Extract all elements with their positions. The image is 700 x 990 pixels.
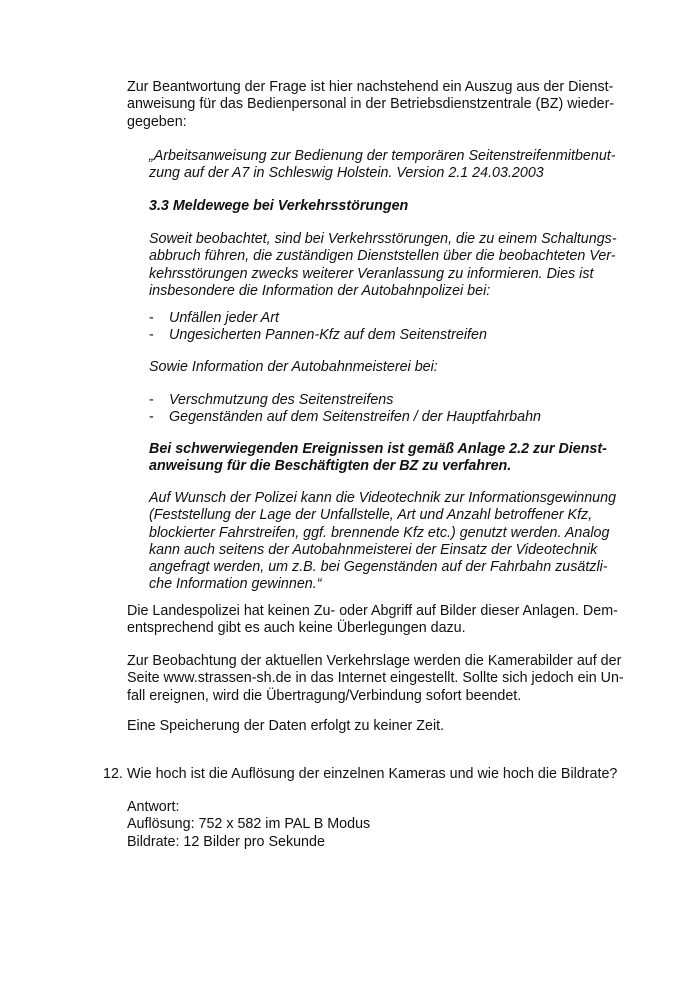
police-items-list bbox=[149, 310, 487, 345]
dash-bullet: - bbox=[149, 310, 154, 326]
question-number: 12. bbox=[103, 766, 123, 782]
quote-title-line: „Arbeitsanweisung zur Bedienung der temporären Seitenstreifenmitbenut- bbox=[149, 148, 616, 164]
quote-line: che Information gewinnen.“ bbox=[149, 576, 322, 593]
intro-line: gegeben: bbox=[127, 113, 187, 130]
bold-note-line: anweisung für die Beschäftigten der BZ zu verfahren. bbox=[149, 458, 512, 475]
quote-line: abbruch führen, die zuständigen Dienststellen über die beobachteten Ver- bbox=[149, 248, 616, 265]
paragraph-line: fall ereignen, wird die Übertragung/Verbindung sofort beendet. bbox=[127, 687, 522, 704]
section-heading-text: 3.3 Meldewege bei Verkehrsstörungen bbox=[149, 198, 409, 214]
intro-line: anweisung für das Bedienpersonal in der Betriebsdienstzentrale (BZ) wieder- bbox=[127, 96, 615, 113]
paragraph-line: Die Landespolizei hat keinen Zu- oder Abgriff auf Bilder dieser Anlagen. Dem- bbox=[127, 603, 618, 619]
list-item-text: Ungesicherten Pannen-Kfz auf dem Seitenstreifen bbox=[169, 327, 487, 344]
quote-line: kehrsstörungen zwecks weiterer Veranlassung zu informieren. Dies ist bbox=[149, 265, 594, 282]
paragraph-line: Eine Speicherung der Daten erfolgt zu keiner Zeit. bbox=[127, 718, 445, 734]
quote-title-line: zung auf der A7 in Schleswig Holstein. Version 2.1 24.03.2003 bbox=[149, 165, 544, 182]
quote-line: Soweit beobachtet, sind bei Verkehrsstörungen, die zu einem Schaltungs- bbox=[149, 231, 617, 247]
storage-paragraph bbox=[127, 718, 444, 735]
list-item-text: Verschmutzung des Seitenstreifens bbox=[169, 392, 394, 408]
bold-note bbox=[149, 441, 607, 476]
paragraph-line: Seite www.strassen-sh.de in das Internet eingestellt. Sollte sich jedoch ein Un- bbox=[127, 670, 624, 687]
quote-paragraph-3 bbox=[149, 490, 616, 594]
paragraph-line: entsprechend gibt es auch keine Überlegungen dazu. bbox=[127, 620, 466, 637]
quote-line: Auf Wunsch der Polizei kann die Videotechnik zur Informationsgewinnung bbox=[149, 490, 617, 506]
quote-line: kann auch seitens der Autobahnmeisterei der Einsatz der Videotechnik bbox=[149, 541, 598, 558]
list-item bbox=[149, 409, 541, 426]
quote-paragraph-2 bbox=[149, 359, 438, 376]
dash-bullet: - bbox=[149, 392, 154, 408]
list-item-text: Unfällen jeder Art bbox=[169, 310, 279, 326]
maintenance-items-list bbox=[149, 392, 541, 427]
list-item bbox=[149, 327, 487, 344]
question-text: Wie hoch ist die Auflösung der einzelnen Kameras und wie hoch die Bildrate? bbox=[127, 766, 618, 782]
intro-paragraph bbox=[127, 79, 614, 131]
answer-label: Antwort: bbox=[127, 799, 180, 815]
quote-line: insbesondere die Information der Autobahnpolizei bei: bbox=[149, 282, 491, 299]
list-item bbox=[149, 392, 541, 409]
paragraph-line: Zur Beobachtung der aktuellen Verkehrslage werden die Kamerabilder auf der bbox=[127, 653, 622, 669]
bold-note-line: Bei schwerwiegenden Ereignissen ist gemäß Anlage 2.2 zur Dienst- bbox=[149, 441, 607, 457]
quote-line: (Feststellung der Lage der Unfallstelle, Art und Anzahl betroffener Kfz, bbox=[149, 507, 593, 524]
intro-line: Zur Beantwortung der Frage ist hier nachstehend ein Auszug aus der Dienst- bbox=[127, 79, 614, 95]
answer-resolution: Auflösung: 752 x 582 im PAL B Modus bbox=[127, 816, 371, 833]
answer-framerate: Bildrate: 12 Bilder pro Sekunde bbox=[127, 833, 325, 850]
quote-line: angefragt werden, um z.B. bei Gegenständen auf der Fahrbahn zusätzli- bbox=[149, 559, 608, 576]
dash-bullet: - bbox=[149, 409, 154, 426]
observation-paragraph bbox=[127, 653, 624, 705]
answer-block bbox=[127, 799, 370, 851]
police-paragraph bbox=[127, 603, 618, 638]
quote-line: blockierter Fahrstreifen, ggf. brennende Kfz etc.) genutzt werden. Analog bbox=[149, 524, 610, 541]
quote-title bbox=[149, 148, 616, 183]
dash-bullet: - bbox=[149, 327, 154, 344]
quote-paragraph-1 bbox=[149, 231, 617, 300]
section-heading bbox=[149, 198, 408, 215]
list-item-text: Gegenständen auf dem Seitenstreifen / der Hauptfahrbahn bbox=[169, 409, 541, 426]
quote-line: Sowie Information der Autobahnmeisterei bei: bbox=[149, 359, 438, 375]
list-item bbox=[149, 310, 487, 327]
